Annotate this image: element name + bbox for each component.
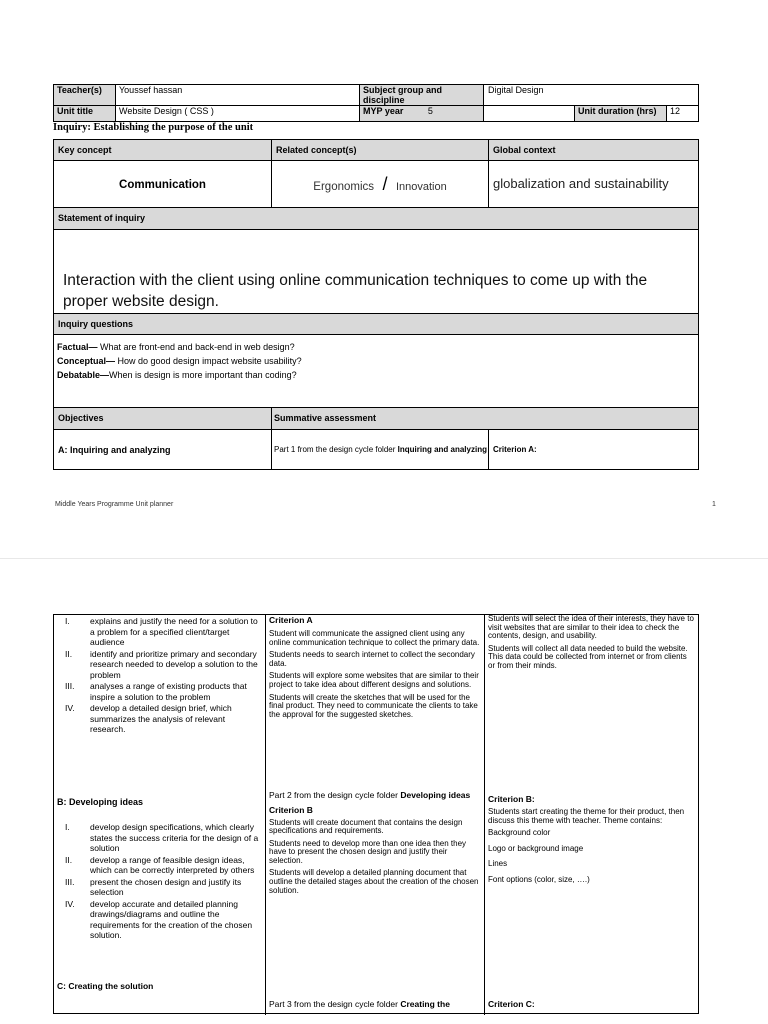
- list-item: II. develop a range of feasible design ideas, which can be correctly interpreted by others: [65, 854, 255, 875]
- paragraph: Students need to develop more than one idea then they have to present the chosen design and justify their selection.: [269, 838, 467, 865]
- debatable-question: Debatable—When is design is more important than coding?: [57, 370, 297, 380]
- global-context-value: globalization and sustainability: [493, 176, 669, 191]
- paragraph: Students needs to search internet to collect the secondary data.: [269, 650, 475, 668]
- list-item: III. present the chosen design and justify its selection: [65, 876, 242, 897]
- page-separator: [0, 558, 768, 559]
- key-concept-value: Communication: [119, 179, 206, 191]
- related-concept-1: Ergonomics: [313, 180, 375, 193]
- criterion-b-label: Criterion B:: [488, 794, 535, 804]
- paragraph: Font options (color, size, ….): [488, 874, 590, 884]
- related-concept-label: Related concept(s): [272, 140, 489, 161]
- paragraph: Students start creating the theme for their product, then discuss this theme with teacher. Theme contains:: [488, 807, 685, 825]
- page-number: 1: [712, 501, 716, 508]
- objectives-label: Objectives: [54, 408, 272, 430]
- subject-value: Digital Design: [484, 85, 699, 106]
- criterion-a-details: [269, 615, 481, 723]
- paragraph: Logo or background image: [488, 843, 584, 853]
- duration-label: Unit duration (hrs): [575, 106, 667, 122]
- page2-table: [53, 614, 699, 1014]
- inquiry-table: [53, 139, 699, 470]
- paragraph: Students will create the sketches that will be used for the final product. They need to communicate the clients to take the approval for the suggested sketches.: [269, 692, 478, 719]
- list-item: IV. develop a detailed design brief, which summarizes the analysis of relevant research.: [65, 703, 232, 734]
- statement-label: Statement of inquiry: [54, 208, 699, 230]
- header-table: [53, 84, 699, 122]
- list-item: I. explains and justify the need for a solution to a problem for a specified client/target audience: [65, 616, 258, 647]
- paragraph: Lines: [488, 859, 508, 869]
- teacher-label: Teacher(s): [54, 85, 116, 106]
- criterion-b-student-tasks: [488, 794, 696, 889]
- criterion-b-details: [269, 791, 481, 899]
- objective-b-part: Part 2 from the design cycle folder Developing ideas: [269, 790, 471, 800]
- paragraph: Students will select the idea of their interests, they have to visit websites that are similar to their idea to check the contents, design, and usability.: [488, 614, 694, 641]
- objective-a-list: [54, 616, 262, 736]
- list-item: I. develop design specifications, which clearly states the success criteria for the design of a solution: [65, 822, 259, 853]
- global-context-label: Global context: [489, 140, 699, 161]
- unit-title-value: Website Design ( CSS ): [116, 106, 360, 122]
- objective-b-title: B: Developing ideas: [57, 797, 144, 807]
- duration-value: 12: [667, 106, 699, 122]
- inquiry-questions-label: Inquiry questions: [54, 314, 699, 335]
- statement-text: Interaction with the client using online communication techniques to come up with the proper website design.: [63, 272, 648, 310]
- list-item: II. identify and prioritize primary and secondary research needed to develop a solution to the problem: [65, 648, 258, 680]
- paragraph: Students will explore some websites that are similar to their project to take idea about different designs and solutions.: [269, 671, 479, 689]
- objective-a-criterion: Criterion A:: [489, 430, 699, 470]
- objective-c-title: C: Creating the solution: [57, 981, 154, 991]
- summative-label: Summative assessment: [272, 408, 699, 430]
- paragraph: Students will create document that contains the design specifications and requirements.: [269, 817, 463, 836]
- subject-label: Subject group and discipline: [360, 85, 484, 106]
- paragraph: Background color: [488, 828, 551, 838]
- related-concept-2: Innovation: [395, 180, 447, 193]
- criterion-b-title: Criterion B: [269, 804, 313, 815]
- related-concept-separator: /: [382, 173, 388, 194]
- criterion-a-student-tasks: [488, 615, 696, 675]
- conceptual-question: Conceptual— How do good design impact website usability?: [57, 356, 302, 366]
- inquiry-heading: Inquiry: Establishing the purpose of the unit: [53, 122, 254, 133]
- teacher-value: Youssef hassan: [116, 85, 360, 106]
- paragraph: Student will communicate the assigned client using any online communication technique to collect the primary data.: [269, 629, 480, 647]
- objective-a-part: Part 1 from the design cycle folder Inquiring and analyzing: [272, 430, 489, 470]
- factual-question: Factual— What are front-end and back-end in web design?: [57, 342, 295, 352]
- myp-year-label: MYP year: [363, 106, 404, 116]
- unit-title-label: Unit title: [54, 106, 116, 122]
- paragraph: Students will develop a detailed planning document that outline the detailed stages about the creation of the chosen solution.: [269, 868, 479, 895]
- criterion-c-label: Criterion C:: [488, 999, 535, 1009]
- paragraph: Students will collect all data needed to build the website. This data could be collected from internet or from clients or from their minds.: [488, 643, 688, 670]
- objective-a-title: A: Inquiring and analyzing: [54, 430, 272, 470]
- objective-c-part: Part 3 from the design cycle folder Creating the: [269, 999, 450, 1009]
- footer-text: Middle Years Programme Unit planner: [55, 501, 174, 508]
- list-item: III. analyses a range of existing products that inspire a solution to the problem: [65, 681, 247, 702]
- objective-b-list: [54, 822, 262, 942]
- criterion-a-title: Criterion A: [269, 615, 313, 625]
- list-item: IV. develop accurate and detailed planning drawings/diagrams and outline the requirements for the creation of the chosen solution.: [65, 898, 253, 940]
- myp-year-value: 5: [427, 106, 433, 116]
- key-concept-label: Key concept: [54, 140, 272, 161]
